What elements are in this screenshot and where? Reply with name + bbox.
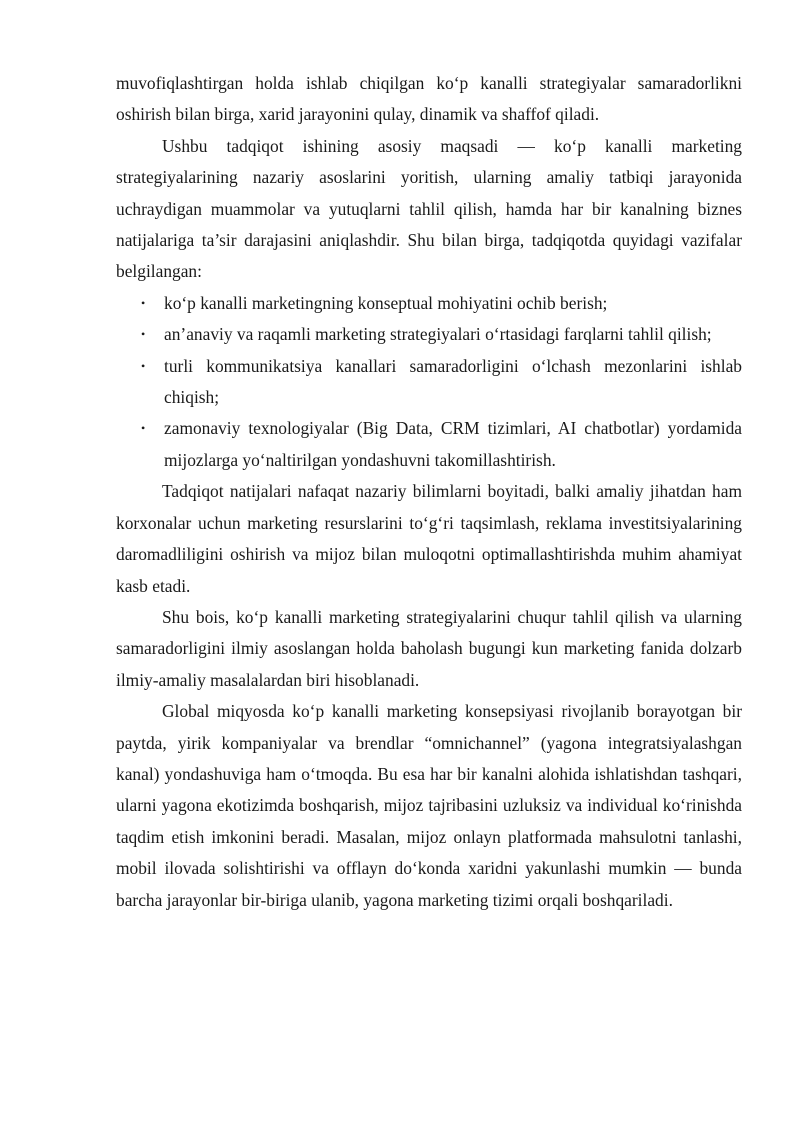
bullet-icon: • — [141, 421, 146, 436]
list-item — [116, 413, 742, 476]
bullet-icon: • — [141, 327, 146, 342]
list-item — [116, 351, 742, 414]
paragraph-continuation: muvofiqlashtirgan holda ishlab chiqilgan ko‘p kanalli strategiyalar samaradorlikni oshirish bilan birga, xarid jarayonini qulay, dinamik va shaffof qiladi. — [116, 73, 742, 125]
list-item-text: turli kommunikatsiya kanallari samaradorligini o‘lchash mezonlarini ishlab chiqish; — [164, 355, 742, 408]
document-page — [116, 68, 742, 916]
bullet-icon: • — [141, 358, 146, 373]
list-item-text: ko‘p kanalli marketingning konseptual mohiyatini ochib berish; — [164, 292, 608, 313]
list-item-text: zamonaviy texnologiyalar (Big Data, CRM tizimlari, AI chatbotlar) yordamida mijozlarga yo‘naltirilgan yondashuvni takomillashtirish. — [164, 418, 742, 470]
bullet-icon: • — [141, 295, 146, 310]
list-item — [116, 319, 742, 350]
task-list — [116, 288, 742, 476]
paragraph-conclusion: Shu bois, ko‘p kanalli marketing strategiyalarini chuqur tahlil qilish va ularning samaradorligini ilmiy asoslangan holda baholash bugungi kun marketing fanida dolzarb ilmiy-amaliy masalalardan biri hisoblanadi. — [116, 606, 742, 690]
list-item — [116, 288, 742, 319]
paragraph-omnichannel: Global miqyosda ko‘p kanalli marketing konsepsiyasi rivojlanib borayotgan bir paytda, yirik kompaniyalar va brendlar “omnichannel” (yagona integratsiyalashgan kanal) yondashuviga ham o‘tmoqda. Bu esa har bir kanalni alohida ishlatishdan tashqari, ularni yagona ekotizimda boshqarish, mijoz tajribasini uzluksiz va individual ko‘rinishda taqdim etish imkonini beradi. Masalan, mijoz onlayn platformada mahsulotni tanlashi, mobil ilovada solishtirishi va offlayn do‘konda xaridni yakunlashi mumkin — bunda barcha jarayonlar bir-biriga ulanib, yagona marketing tizimi orqali boshqariladi. — [116, 701, 742, 910]
list-item-text: an’anaviy va raqamli marketing strategiyalari o‘rtasidagi farqlarni tahlil qilish; — [164, 324, 712, 345]
paragraph-research-goal: Ushbu tadqiqot ishining asosiy maqsadi — ko‘p kanalli marketing strategiyalarining nazariy asoslarini yoritish, ularning amaliy tatbiqi jarayonida uchraydigan muammolar va yutuqlarni tahlil qilish, hamda har bir kanalning biznes natijalariga ta’sir darajasini aniqlashdir. Shu bilan birga, tadqiqotda quyidagi vazifalar belgilangan: — [116, 135, 742, 282]
paragraph-results: Tadqiqot natijalari nafaqat nazariy bilimlarni boyitadi, balki amaliy jihatdan ham korxonalar uchun marketing resurslarini to‘g‘ri taqsimlash, reklama investitsiyalarining daromadliligini oshirish va mijoz bilan muloqotni optimallashtirishda muhim ahamiyat kasb etadi. — [116, 481, 742, 596]
